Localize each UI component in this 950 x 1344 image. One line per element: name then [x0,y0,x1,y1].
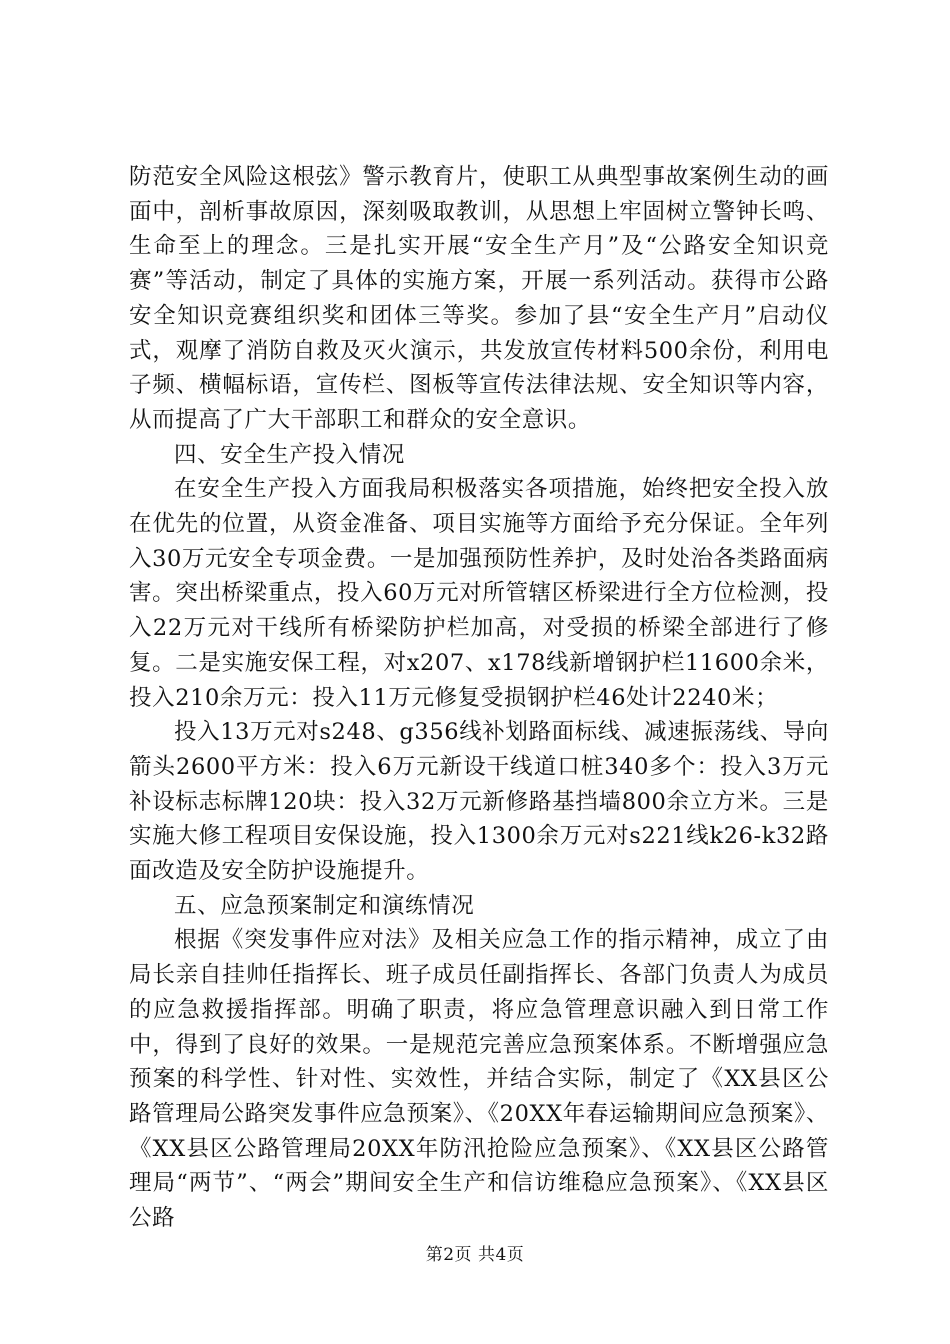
paragraph-4: 根据《突发事件应对法》及相关应急工作的指示精神，成立了由局长亲自挂帅任指挥长、班子成员任副指挥长、各部门负责人为成员的应急救援指挥部。明确了职责，将应急管理意识融入到日常工作中，得到了良好的效果。一是规范完善应急预案体系。不断增强应急预案的科学性、针对性、实效性，并结合实际，制定了《XX县区公路管理局公路突发事件应急预案》、《20XX年春运输期间应急预案》、《XX县区公路管理局20XX年防汛抢险应急预案》、《XX县区公路管理局“两节”、“两会”期间安全生产和信访维稳应急预案》、《XX县区公路 [129,927,829,1232]
paragraph-2: 在安全生产投入方面我局积极落实各项措施，始终把安全投入放在优先的位置，从资金准备、项目实施等方面给予充分保证。全年列入30万元安全专项金费。一是加强预防性养护，及时处治各类路面病害。突出桥梁重点，投入60万元对所管辖区桥梁进行全方位检测，投入22万元对干线所有桥梁防护栏加高，对受损的桥梁全部进行了修复。二是实施安保工程，对x207、x178线新增钢护栏11600余米，投入210余万元：投入11万元修复受损钢护栏46处计2240米； [129,476,829,711]
section-heading-5: 五、应急预案制定和演练情况 [174,892,475,919]
paragraph-1: 防范安全风险这根弦》警示教育片，使职工从典型事故案例生动的画面中，剖析事故原因，深刻吸取教训，从思想上牢固树立警钟长鸣、生命至上的理念。三是扎实开展“安全生产月”及“公路安全知识竞赛”等活动，制定了具体的实施方案，开展一系列活动。获得市公路安全知识竞赛组织奖和团体三等奖。参加了县“安全生产月”启动仪式，观摩了消防自救及灭火演示，共发放宣传材料500余份，利用电子频、横幅标语，宣传栏、图板等宣传法律法规、安全知识等内容，从而提高了广大干部职工和群众的安全意识。 [129,164,829,433]
page-number-footer: 第2页 共4页 [425,1245,525,1265]
section-heading-4: 四、安全生产投入情况 [174,441,406,468]
document-body [129,160,829,1236]
paragraph-3: 投入13万元对s248、g356线补划路面标线、减速振荡线、导向箭头2600平方米：投入6万元新设干线道口桩340多个：投入3万元补设标志标牌120块：投入32万元新修路基挡墙800余立方米。三是实施大修工程项目安保设施，投入1300余万元对s221线k26-k32路面改造及安全防护设施提升。 [129,719,829,885]
